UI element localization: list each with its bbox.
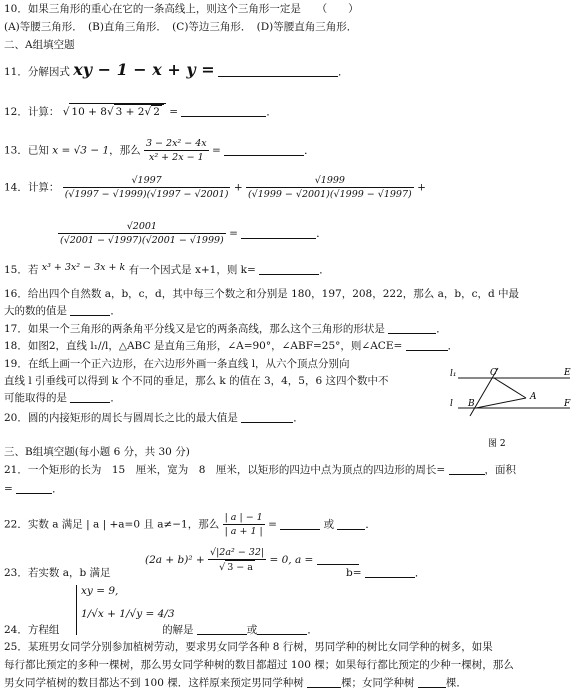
q14-plus: + xyxy=(233,181,243,194)
q14-plus2: + xyxy=(417,181,426,194)
q22-fraction: $\frac{| a | - 1}{| a + 1 |}$ xyxy=(224,512,263,537)
q19-line2: 直线 l 引垂线可以得到 k 个不同的垂足，那么 k 的值在 3，4，5，6 这四个数中不 xyxy=(4,375,389,387)
section-b-heading: 三、B组填空题(每小题 6 分，共 30 分) xyxy=(4,446,190,458)
q24 xyxy=(4,624,318,637)
section-a-heading: 二、A组填空题 xyxy=(4,39,75,51)
q18-end: ． xyxy=(447,340,459,352)
q22-text: 22．实数 a 满足 | a | +a=0 且 a≠−1，那么 xyxy=(4,518,220,531)
q16-blank xyxy=(70,305,110,316)
q23-end: ． xyxy=(414,567,426,579)
q25-text-b: 棵；女同学种树 xyxy=(341,677,415,689)
q12-blank xyxy=(181,106,266,117)
q22-blank1 xyxy=(280,519,320,530)
q14-term1: $\frac{√1997}{(√1997 - √1999)(√1997 - √2001)}$ xyxy=(64,175,229,200)
q15-blank xyxy=(259,264,319,275)
q11 xyxy=(4,60,349,79)
q21-blank1 xyxy=(449,464,485,475)
q16-line1: 16．给出四个自然数 a，b，c，d，其中每三个数之和分别是 180，197，208，222，那么 a，b，c，d 中最 xyxy=(4,288,520,300)
q23 xyxy=(4,567,111,580)
label-f: F xyxy=(564,399,571,409)
q13-fraction: $\frac{\text{3 − 2x² − 4x}}{\text{x² + 2x − 1}}$ xyxy=(145,138,207,163)
q13-eq: = xyxy=(211,144,221,157)
label-e: E xyxy=(564,368,571,378)
q17-end: ． xyxy=(436,323,447,335)
q17 xyxy=(4,323,447,336)
q22-blank2 xyxy=(337,519,365,530)
q15-rest: 有一个因式是 x+1，则 k= xyxy=(128,264,256,276)
q22-or: 或 xyxy=(323,518,335,531)
q17-text: 17．如果一个三角形的两条角平分线又是它的两条高线，那么这个三角形的形状是 xyxy=(4,323,385,335)
q19-prefix: 可能取得的是 xyxy=(4,392,67,404)
label-b: B xyxy=(468,399,475,409)
q18 xyxy=(4,340,458,353)
q24-eq2: 1/√x + 1/√y = 4/3 xyxy=(81,608,175,620)
q22-equals: = xyxy=(268,518,277,531)
q20-blank xyxy=(241,412,293,423)
q14-line2 xyxy=(58,220,327,247)
q20 xyxy=(4,412,304,425)
q20-text: 20．圆的内接矩形的周长与圆周长之比的最大值是 xyxy=(4,412,238,424)
q12-end: ． xyxy=(266,106,277,118)
figure-2-diagram xyxy=(448,364,578,454)
q21-eq: = xyxy=(4,483,13,495)
q18-text: 18．如图2，直线 l₁//l，△ABC 是直角三角形，∠A=90°，∠ABF=25°，则∠ACE= xyxy=(4,340,403,352)
q18-blank xyxy=(406,340,448,351)
q16-end: ． xyxy=(110,305,121,317)
q13-blank xyxy=(224,145,304,156)
q25-line2: 每行都比预定的多种一棵树，那么男女同学种树的数目都超过 100 棵；如果每行都比预定的少种一棵树，那么 xyxy=(4,659,514,671)
q16-prefix: 大的数的值是 xyxy=(4,305,67,317)
q15-num: 15．若 xyxy=(4,264,39,276)
q15-expr: x³ + 3x² − 3x + k xyxy=(41,262,126,273)
q14-term2: $\frac{√1999}{(√1999 - √2001)(√1999 - √1997)}$ xyxy=(247,175,412,200)
q13-num: 13．已知 xyxy=(4,144,49,157)
q22 xyxy=(4,511,376,538)
q21-end: ． xyxy=(52,483,63,495)
q23-equation xyxy=(145,546,359,574)
q24-end: ． xyxy=(307,624,318,636)
q23-left: (2a + b)² + xyxy=(145,554,205,566)
q14-end: ． xyxy=(316,227,327,240)
q25-line3 xyxy=(4,677,467,690)
q17-blank xyxy=(388,323,436,334)
q12 xyxy=(4,103,277,119)
q13 xyxy=(4,137,315,164)
q23-blank-a xyxy=(317,554,359,565)
q23-text: 23．若实数 a，b 满足 xyxy=(4,567,111,579)
q23-b-label: b= xyxy=(346,567,362,579)
q21-text: 21．一个矩形的长为 15 厘米，宽为 8 厘米，以矩形的四边中点为顶点的四边形的周长= xyxy=(4,464,446,476)
q24-or: 或 xyxy=(246,624,258,636)
q25-text-c: 棵． xyxy=(445,677,467,689)
q14-eq: = xyxy=(229,227,238,240)
q13-given: x = √3 − 1 xyxy=(52,144,110,157)
q19-blank xyxy=(70,392,110,403)
q24-blank1 xyxy=(197,624,247,635)
q14-num: 14．计算： xyxy=(4,181,60,194)
q12-num: 12．计算： xyxy=(4,106,60,118)
q21-blank2 xyxy=(16,483,52,494)
label-a: A xyxy=(530,392,537,402)
q24-eq1: xy = 9, xyxy=(81,585,119,597)
q10-options: (A)等腰三角形． (B)直角三角形． (C)等边三角形． (D)等腰直角三角形． xyxy=(4,21,358,33)
q11-blank xyxy=(218,66,338,77)
q21-line2 xyxy=(4,483,63,496)
q11-num: 11．分解因式 xyxy=(4,66,70,78)
q12-radical: √ 10 + 8√ 3 + 2√ 2 xyxy=(63,106,166,118)
q25-line1: 25．某班男女同学分别参加植树劳动，要求男女同学各种 8 行树，男同学种的树比女同学种的树多，如果 xyxy=(4,641,493,653)
q23-b xyxy=(346,567,425,580)
q15-end: ． xyxy=(319,264,330,276)
q25-blank2 xyxy=(418,677,446,688)
q21-line1 xyxy=(4,464,516,477)
q11-end: ． xyxy=(337,66,349,78)
q23-right: = 0, a = xyxy=(269,554,314,566)
q11-expr: xy − 1 − x + y = xyxy=(73,60,215,79)
q19-line1: 19．在纸上画一个正六边形，在六边形外画一条直线 l，从六个顶点分别向 xyxy=(4,358,350,370)
q22-end: ． xyxy=(365,518,376,531)
q24-tail: 的解是 xyxy=(162,624,194,636)
figure-caption: 图 2 xyxy=(488,439,506,449)
segment-ca xyxy=(494,378,526,398)
q14-line1 xyxy=(4,174,426,201)
q24-blank2 xyxy=(257,624,307,635)
q14-term3: $\frac{√2001}{(√2001 - √1997)(√2001 - √1999)}$ xyxy=(60,221,224,246)
q14-blank xyxy=(241,228,316,239)
q21-mid: ，面积 xyxy=(484,464,517,476)
label-l: l xyxy=(450,399,453,409)
q25-blank1 xyxy=(307,677,341,688)
q15 xyxy=(4,261,330,277)
q19-line3 xyxy=(4,392,121,405)
q24-text: 24．方程组 xyxy=(4,624,60,636)
q10-stem: 10．如果三角形的重心在它的一条高线上，则这个三角形一定是 （ ） xyxy=(4,3,359,15)
q25-text-a: 男女同学植树的数目都达不到 100 棵．这样原来预定男同学种树 xyxy=(4,677,304,689)
q20-end: ． xyxy=(293,412,304,424)
q13-mid: ，那么 xyxy=(109,144,141,157)
q19-end: ． xyxy=(110,392,121,404)
label-c: C xyxy=(490,368,497,378)
segment-ba xyxy=(476,398,526,408)
q16-line2 xyxy=(4,305,121,318)
q23-blank-b xyxy=(365,567,415,578)
q12-equals: = xyxy=(169,106,179,118)
label-l1: l₁ xyxy=(450,369,457,379)
q23-fraction: $\frac{\text{√|2a² − 32|}}{√ 3 - a}$ xyxy=(210,547,265,573)
q13-end: ． xyxy=(304,144,315,157)
